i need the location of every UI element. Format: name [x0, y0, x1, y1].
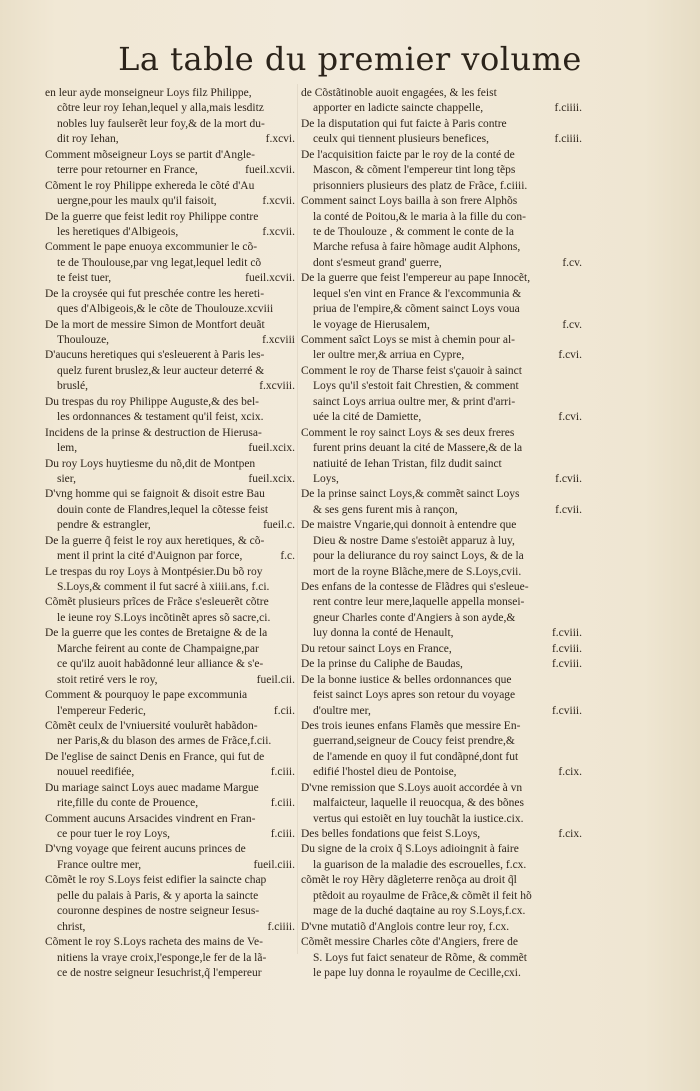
left-column-line: quelz furent bruslez,& leur aucteur deterré &	[57, 364, 265, 377]
right-column-line	[301, 348, 582, 363]
right-column-line: de l'amende en quoy il fut condãpné,dont fut	[313, 750, 519, 763]
right-column-line: De maistre Vngarie,qui donnoit à entendre que	[301, 519, 517, 532]
left-column-line: Comment le pape enuoya excommunier le cõ-	[45, 241, 258, 254]
left-column-line	[45, 796, 295, 811]
left-column-line	[45, 518, 295, 533]
folio-reference: f.xcvii.	[262, 195, 295, 208]
left-column-line: te de Thoulouse,par vng legat,lequel ledit cõ	[57, 256, 262, 269]
entry-text: lem,	[57, 442, 78, 455]
left-column-line	[45, 549, 295, 564]
left-column-line: Comment mõseigneur Loys se partit d'Angle-	[45, 148, 255, 161]
right-column-line: Comment sainct Loys bailla à son frere Alphõs	[301, 195, 518, 208]
right-column-line	[301, 657, 582, 672]
right-column-line: Cõmẽt messire Charles cõte d'Angiers, frere de	[301, 936, 518, 949]
left-column-line: Cõmẽt plusieurs prĩces de Frãce s'esleuerẽt cõtre	[45, 596, 269, 609]
left-column-line	[45, 472, 295, 487]
left-column-line: ques d'Albigeois,& le cõte de Thoulouze.xcviii	[57, 303, 274, 316]
folio-reference: f.cviii.	[551, 627, 582, 640]
left-column-line: douin conte de Flandres,lequel la cõtesse feist	[57, 503, 269, 516]
entry-text: luy donna la conté de Henault,	[313, 627, 454, 640]
entry-text: uergne,pour les maulx qu'il faisoit,	[57, 195, 217, 208]
entry-text: ment il print la cité d'Auignon par force,	[57, 550, 243, 563]
folio-reference: f.ciiii.	[554, 102, 582, 115]
left-column-line: le ieune roy S.Loys incõtinẽt apres sõ sacre,ci.	[57, 611, 271, 624]
entry-text: De la prinse du Caliphe de Baudas,	[301, 658, 463, 671]
left-column-line	[45, 704, 295, 719]
right-column-line: te de Thoulouze , & comment le conte de la	[313, 225, 514, 238]
folio-reference: fueil.xcvii.	[245, 164, 295, 177]
left-column-line: Cõmẽt ceulx de l'vniuersité voulurẽt habãdon-	[45, 719, 258, 732]
entry-text: ceulx qui tiennent plusieurs benefices,	[313, 133, 489, 146]
folio-reference: f.xcviii.	[259, 380, 295, 393]
folio-reference: f.cviii.	[551, 642, 582, 655]
entry-text: Loys,	[313, 472, 339, 485]
right-column-line: De la bonne iustice & belles ordonnances que	[301, 673, 512, 686]
left-column-line: S.Loys,& comment il fut sacré à xiiii.ans, f.ci.	[57, 581, 270, 593]
right-column-line: rent contre leur mere,laquelle appella monsei-	[313, 596, 525, 609]
entry-text: ce pour tuer le roy Loys,	[57, 828, 171, 840]
right-column-line: Des trois ieunes enfans Flamẽs que messire En-	[301, 719, 521, 732]
entry-text: christ,	[57, 920, 86, 933]
folio-reference: f.cv.	[562, 256, 582, 269]
left-column-line: De l'eglise de sainct Denis en France, qui fut de	[45, 750, 265, 763]
right-column-line: furent prins deuant la cité de Massere,& de la	[313, 442, 523, 455]
folio-reference: f.ciiii.	[554, 133, 582, 146]
right-column-line	[301, 410, 582, 425]
folio-reference: f.c.	[280, 550, 295, 563]
right-column-line: la guarison de la maladie des escrouelles, f.cx.	[313, 858, 527, 871]
left-column-line: Comment & pourquoy le pape excommunia	[45, 689, 248, 702]
entry-text: pendre & estrangler,	[57, 519, 151, 532]
left-column-line: Cõmẽt le roy S.Loys feist edifier la saincte chap	[45, 874, 267, 887]
folio-reference: fueil.xcix.	[248, 472, 295, 485]
folio-reference: fueil.xcix.	[248, 442, 295, 455]
left-column-line: Du mariage sainct Loys auec madame Margue	[45, 781, 259, 794]
right-column-line: De la guerre que feist l'empereur au pape Innocẽt,	[301, 272, 531, 285]
left-column-line: D'aucuns heretiques qui s'esleuerent à Paris les-	[45, 349, 265, 362]
left-column-line	[45, 271, 295, 286]
right-column-line: cõmẽt le roy Hẽry dãgleterre renõça au droit q̃l	[301, 874, 517, 887]
left-column-line: nobles luy faulserẽt leur foy,& de la mort du-	[57, 117, 265, 130]
right-column-line	[301, 503, 582, 518]
right-column-line: pour la deliurance du roy sainct Loys, & de la	[313, 550, 524, 563]
left-column-line	[45, 163, 295, 178]
left-column-line: Le trespas du roy Loys à Montpésier.Du bõ roy	[45, 565, 263, 578]
right-column-line: De la disputation qui fut faicte à Paris contre	[301, 117, 507, 130]
entry-text: & ses gens furent mis à rançon,	[313, 503, 458, 516]
left-column-line	[45, 858, 295, 873]
right-column-line: priua de l'empire,& cõment sainct Loys voua	[313, 303, 520, 316]
right-column-line: De l'acquisition faicte par le roy de la conté de	[301, 148, 515, 161]
entry-text: terre pour retourner en France,	[57, 164, 198, 177]
left-column-line: ner Paris,& du blason des armes de Frãce,f.cii.	[57, 735, 272, 748]
entry-text: rite,fille du conte de Prouence,	[57, 797, 199, 810]
left-column-line: ce qu'ilz auoit habãdonné leur alliance & s'e-	[57, 658, 264, 671]
right-column-line: Dieu & nostre Dame s'estoiẽt apparuz à luy,	[313, 534, 515, 547]
column-gutter	[297, 84, 298, 954]
left-column-line: De la mort de messire Simon de Montfort deuãt	[45, 318, 265, 331]
folio-reference: f.cvii.	[555, 472, 582, 485]
right-column-line: mort de la royne Blãche,mere de S.Loys,cvii.	[313, 565, 522, 578]
right-column-line: Comment saĩct Loys se mist à chemin pour al-	[301, 334, 515, 346]
right-column-line: gneur Charles conte d'Angiers à son ayde,&	[313, 611, 516, 624]
right-column-line	[301, 256, 582, 271]
left-column-line: D'vng homme qui se faignoit & disoit estre Bau	[45, 488, 265, 501]
folio-reference: f.xcvii.	[262, 225, 295, 238]
right-column-line	[301, 765, 582, 780]
entry-text: dont s'esmeut grand' guerre,	[313, 256, 442, 269]
right-column-line	[301, 318, 582, 333]
left-column-line	[45, 920, 295, 935]
page-title: La table du premier volume	[118, 40, 582, 78]
left-column-line	[45, 379, 295, 394]
entry-text: le voyage de Hierusalem,	[313, 318, 430, 331]
folio-reference: fueil.ciii.	[253, 858, 295, 871]
left-column-line: Du roy Loys huytiesme du nõ,dit de Montpen	[45, 457, 256, 470]
folio-reference: f.cvii.	[555, 503, 582, 516]
folio-reference: f.cv.	[562, 318, 582, 331]
left-column-line: Cõment le roy S.Loys racheta des mains de Ve-	[45, 936, 263, 949]
folio-reference: fueil.cii.	[256, 673, 295, 686]
right-column-line: feist sainct Loys apres son retour du voyage	[313, 689, 516, 702]
right-column-line: Comment le roy sainct Loys & ses deux freres	[301, 426, 515, 439]
left-column-line: nitiens la vraye croix,l'esponge,le fer de la lã-	[57, 951, 267, 964]
folio-reference: f.ciiii.	[267, 920, 295, 933]
right-column-line	[301, 642, 582, 657]
left-column-line: en leur ayde monseigneur Loys filz Philippe,	[45, 87, 252, 99]
entry-text: edifié l'hostel dieu de Pontoise,	[313, 766, 457, 779]
right-column-line: sainct Loys arriua oultre mer, & print d'arri-	[313, 395, 516, 408]
left-column-line: De la croysée qui fut preschée contre les hereti-	[45, 287, 265, 300]
left-column-line: les ordonnances & testament qu'il feist, xcix.	[57, 411, 264, 424]
left-column-line: Marche feirent au conte de Champaigne,par	[57, 642, 259, 655]
folio-reference: f.cviii.	[551, 658, 582, 671]
right-column-line: prisonniers plusieurs des platz de Frãce, f.ciiii.	[313, 179, 528, 192]
right-column-line: Loys qu'il s'estoit fait Chrestien, & comment	[313, 380, 519, 393]
right-column-line: S. Loys fut faict senateur de Rõme, & commẽt	[313, 951, 527, 964]
folio-reference: f.xcviii	[262, 334, 295, 346]
right-column-line	[301, 132, 582, 147]
right-column-line	[301, 827, 582, 842]
folio-reference: f.cvi.	[558, 349, 582, 362]
left-column-line: D'vng voyage que feirent aucuns princes de	[45, 843, 246, 856]
right-column-line: D'vne mutatiõ d'Anglois contre leur roy, f.cx.	[301, 920, 510, 933]
right-column-line: Comment le roy de Tharse feist s'çauoir à sainct	[301, 364, 522, 377]
folio-reference: f.ciii.	[270, 766, 295, 779]
folio-reference: f.cii.	[273, 704, 295, 717]
right-column-line: le pape luy donna le royaulme de Cecille,cxi.	[313, 966, 521, 979]
left-column-line	[45, 673, 295, 688]
entry-text: ler oultre mer,& arriua en Cypre,	[313, 349, 465, 362]
right-column-line: De la prinse sainct Loys,& commẽt sainct Loys	[301, 488, 520, 501]
entry-text: Des belles fondations que feist S.Loys,	[301, 828, 481, 840]
entry-text: Thoulouze,	[57, 334, 110, 346]
entry-text: stoit retiré vers le roy,	[57, 673, 158, 686]
folio-reference: f.ciii.	[270, 828, 295, 840]
right-column-line: Mascon, & cõment l'empereur tint long tẽps	[313, 164, 516, 177]
right-column-line: mage de la duché daqtaine au roy S.Loys,f.cx.	[313, 905, 526, 918]
left-column-line: pelle du palais à Paris, & y aporta la saincte	[57, 889, 259, 902]
right-column-line: la conté de Poitou,& le maria à la fille du con-	[313, 210, 526, 223]
right-column-line: D'vne remission que S.Loys auoit accordée à vn	[301, 781, 523, 794]
right-column-line: ptẽdoit au royaulme de Frãce,& cõmẽt il feit hõ	[313, 889, 532, 902]
right-column-line	[301, 472, 582, 487]
folio-reference: f.cix.	[558, 828, 582, 840]
left-column-line: De la guerre que feist ledit roy Philippe contre	[45, 210, 259, 223]
right-column-line: natiuité de Iehan Tristan, filz dudit sainct	[313, 457, 502, 470]
folio-reference: f.cvi.	[558, 411, 582, 424]
right-column-line: malfaicteur, laquelle il reuocqua, & des bõnes	[313, 797, 524, 810]
entry-text: dit roy Iehan,	[57, 133, 119, 146]
left-column-line	[45, 333, 295, 348]
left-column-line	[45, 827, 295, 842]
left-column-line: Comment aucuns Arsacides vindrent en Fran-	[45, 812, 256, 825]
left-column-line: De la guerre que les contes de Bretaigne & de la	[45, 627, 268, 640]
right-column	[301, 86, 582, 981]
folio-reference: fueil.xcvii.	[245, 272, 295, 285]
entry-text: d'oultre mer,	[313, 704, 371, 717]
right-column-line	[301, 704, 582, 719]
left-column-line	[45, 225, 295, 240]
right-column-line: Marche refusa à faire hõmage audit Alphons,	[313, 241, 521, 254]
folio-reference: f.cix.	[558, 766, 582, 779]
left-column	[45, 86, 295, 981]
left-column-line	[45, 194, 295, 209]
right-column-line: guerrand,seigneur de Coucy feist prendre,&	[313, 735, 515, 748]
left-column-line: Cõment le roy Philippe exhereda le cõté d'Au	[45, 179, 255, 192]
left-column-line: ce de nostre seigneur Iesuchrist,q̃ l'empereur	[57, 966, 262, 979]
left-column-line	[45, 132, 295, 147]
left-column-line	[45, 441, 295, 456]
entry-text: France oultre mer,	[57, 858, 142, 871]
entry-text: Du retour sainct Loys en France,	[301, 642, 452, 655]
entry-text: te feist tuer,	[57, 272, 112, 285]
left-column-line: Du trespas du roy Philippe Auguste,& des bel-	[45, 395, 260, 408]
entry-text: uée la cité de Damiette,	[313, 411, 422, 424]
right-column-line	[301, 101, 582, 116]
left-column-line	[45, 765, 295, 780]
entry-text: bruslé,	[57, 380, 88, 393]
right-column-line	[301, 626, 582, 641]
folio-reference: f.xcvi.	[265, 133, 295, 146]
left-column-line: Incidens de la prinse & destruction de Hierusa-	[45, 426, 262, 439]
entry-text: sier,	[57, 472, 77, 485]
right-column-line: Du signe de la croix q̃ S.Loys adioingnit à faire	[301, 843, 519, 856]
entry-text: l'empereur Federic,	[57, 704, 146, 717]
entry-text: nouuel reedifiée,	[57, 766, 135, 779]
folio-reference: f.ciii.	[270, 797, 295, 810]
entry-text: les heretiques d'Albigeois,	[57, 225, 179, 238]
entry-text: apporter en ladicte saincte chappelle,	[313, 102, 484, 115]
left-column-line: couronne despines de nostre seigneur Iesus-	[57, 905, 260, 918]
right-column-line: Des enfans de la contesse de Flãdres qui s'esleue-	[301, 581, 529, 593]
left-column-line: cõtre leur roy Iehan,lequel y alla,mais lesditz	[57, 102, 264, 115]
right-column-line: lequel s'en vint en France & l'excommunia &	[313, 287, 522, 300]
right-column-line: vertus qui estoiẽt en luy touchãt la iustice.cix.	[313, 812, 524, 825]
folio-reference: fueil.c.	[263, 519, 295, 532]
left-column-line: De la guerre q̃ feist le roy aux heretiques, & cõ-	[45, 534, 265, 547]
right-column-line: de Cõstãtinoble auoit engagées, & les feist	[301, 87, 497, 99]
folio-reference: f.cviii.	[551, 704, 582, 717]
